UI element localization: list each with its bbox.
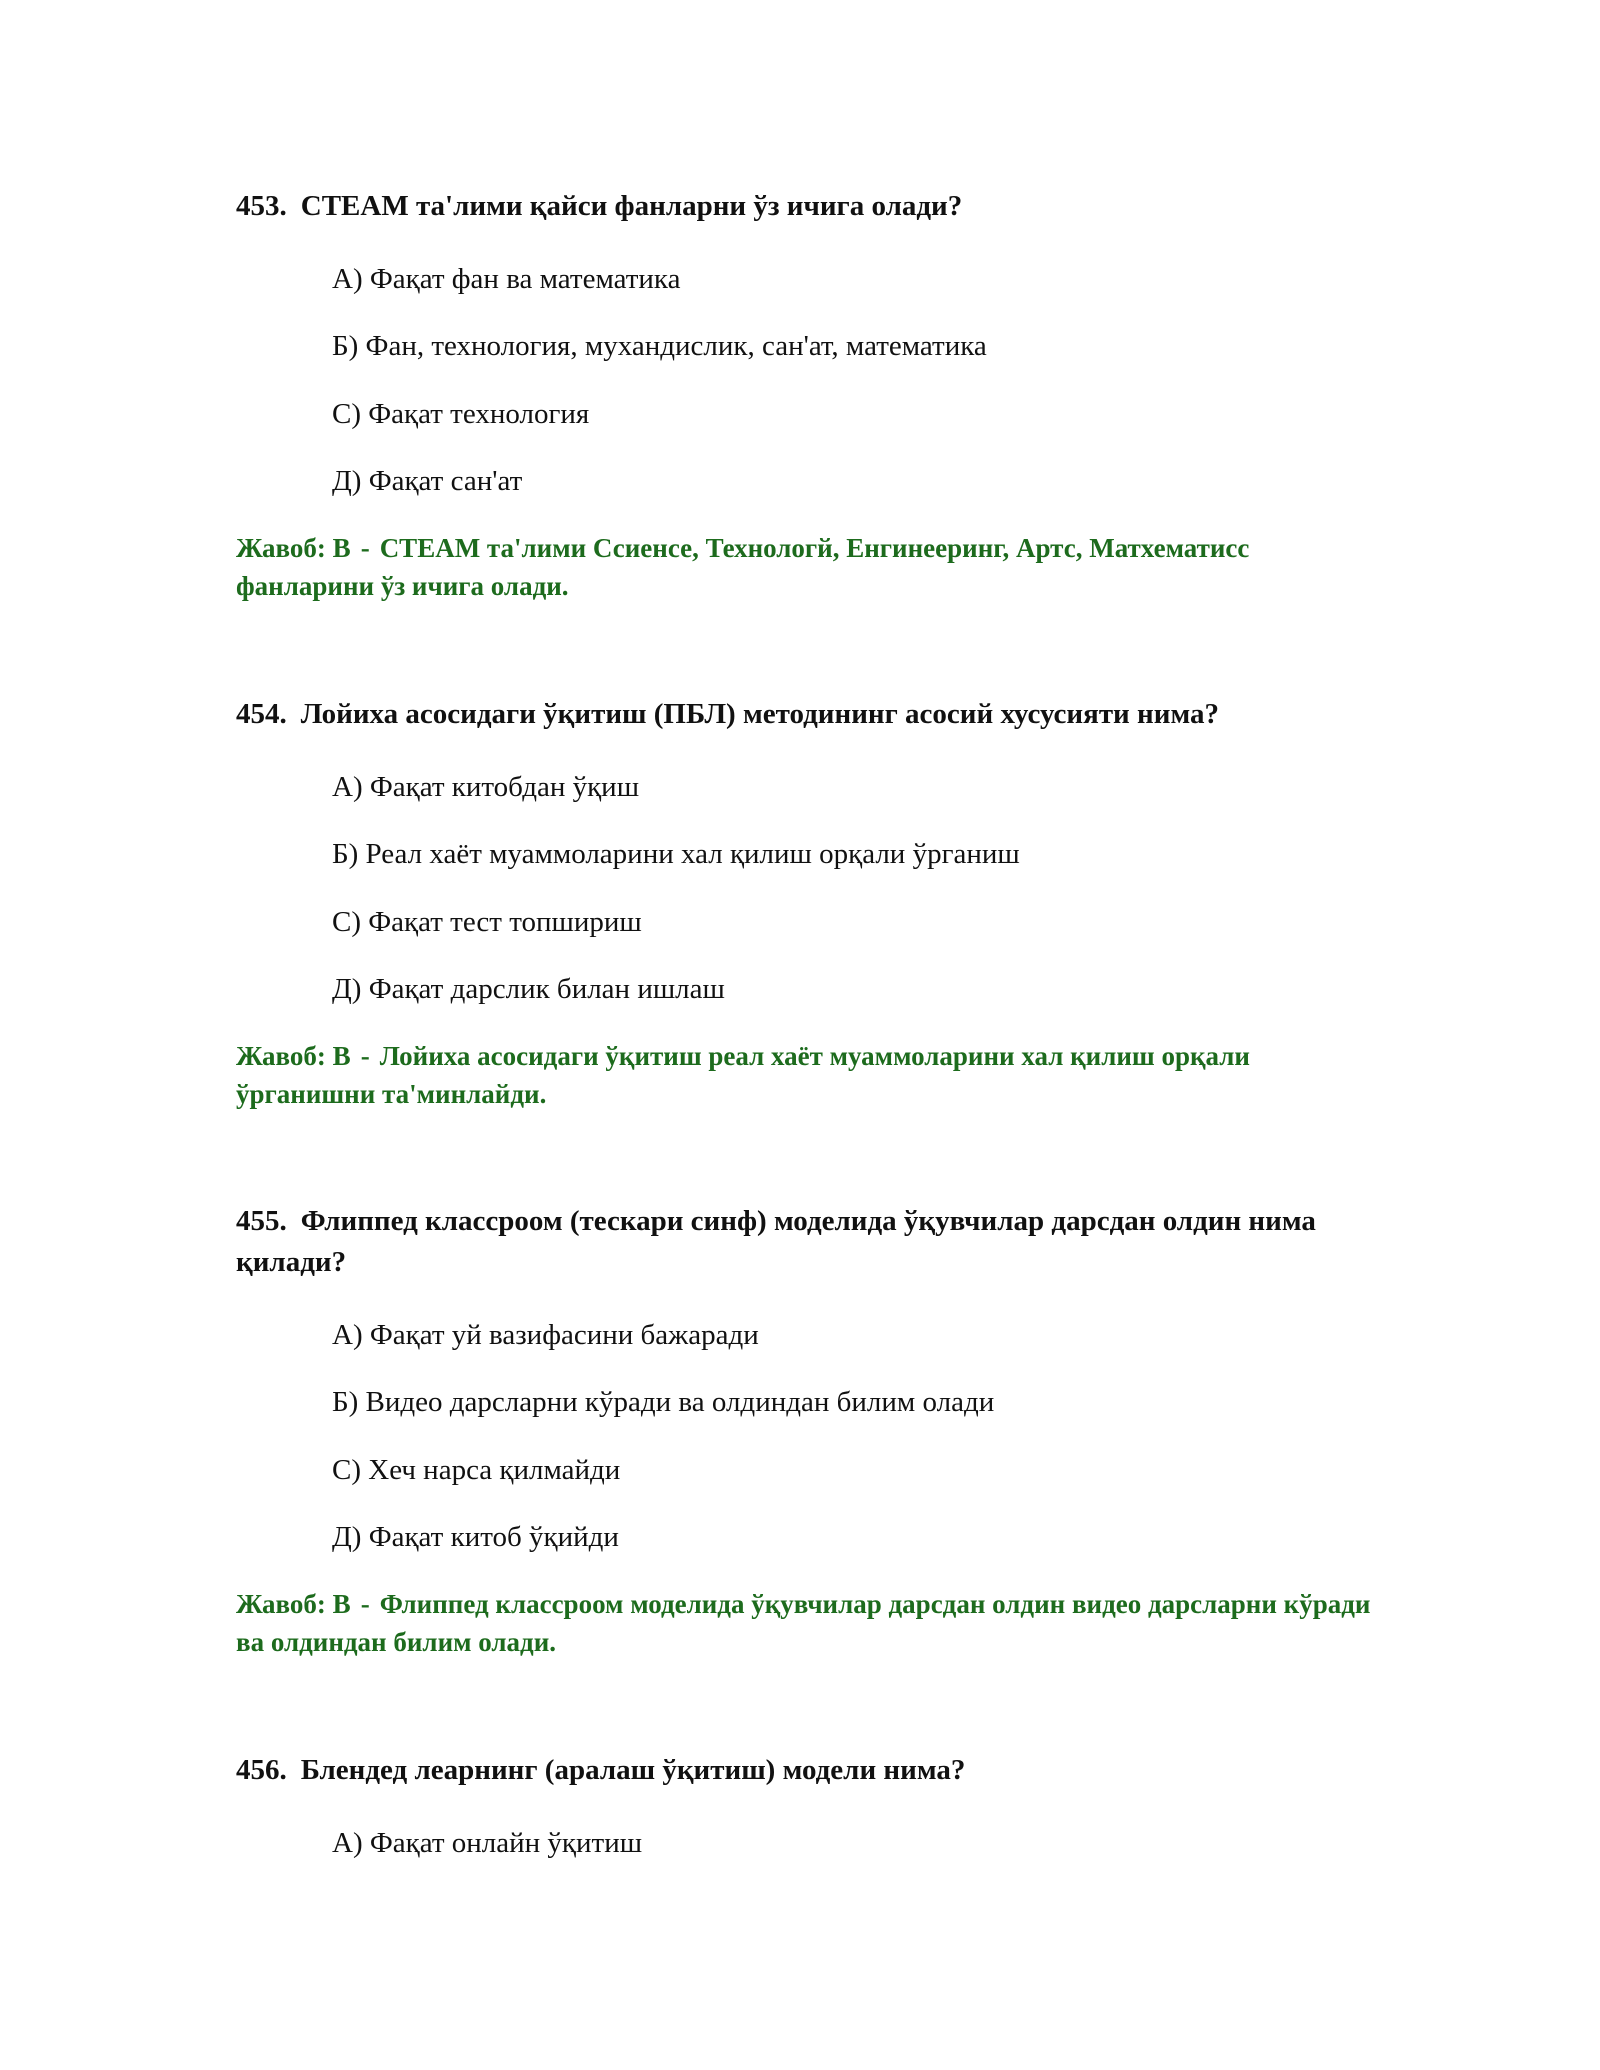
question-456	[236, 1750, 1376, 1877]
question-title	[236, 694, 1376, 735]
option-a: А) Фақат онлайн ўқитиш	[332, 1826, 643, 1859]
answer-text: Флиппед классроом моделида ўқувчилар дарсдан олдин видео дарсларни кўради ва олдиндан билим олади.	[236, 1589, 1371, 1657]
option-c: С) Фақат технология	[332, 397, 590, 430]
option-a: А) Фақат китобдан ўқиш	[332, 770, 640, 803]
answer-letter: B	[332, 1041, 351, 1071]
answer-text: Лойиха асосидаги ўқитиш реал хаёт муаммоларини хал қилиш орқали ўрганишни та'минлайди.	[236, 1041, 1250, 1109]
question-number: 455.	[236, 1205, 287, 1237]
answer-dash: -	[360, 533, 370, 563]
option-a: А) Фақат фан ва математика	[332, 262, 681, 295]
option-d: Д) Фақат дарслик билан ишлаш	[332, 973, 725, 1006]
option-b: Б) Видео дарсларни кўради ва олдиндан билим олади	[332, 1386, 995, 1419]
option-d: Д) Фақат китоб ўқийди	[332, 1521, 619, 1554]
question-text: СТЕАМ та'лими қайси фанларни ўз ичига олади?	[300, 190, 963, 222]
question-title	[236, 1750, 1376, 1791]
answer-letter: B	[332, 1589, 351, 1619]
answer-text: СТЕАМ та'лими Ссиенсе, Технологй, Енгинееринг, Артс, Матхематисс фанларини ўз ичига олади.	[236, 533, 1250, 601]
answer-dash: -	[360, 1041, 370, 1071]
answer	[236, 1585, 1376, 1661]
answer-label: Жавоб:	[236, 1041, 326, 1071]
question-number: 456.	[236, 1754, 287, 1786]
answer-label: Жавоб:	[236, 533, 326, 563]
answer-dash: -	[360, 1589, 370, 1619]
question-453	[236, 186, 1376, 605]
question-title	[236, 1201, 1376, 1283]
options-list	[236, 1301, 1376, 1571]
question-454	[236, 694, 1376, 1113]
option-b: Б) Фан, технология, мухандислик, сан'ат, математика	[332, 330, 987, 363]
answer	[236, 1037, 1376, 1113]
question-number: 454.	[236, 698, 287, 730]
question-text: Блендед леарнинг (аралаш ўқитиш) модели нима?	[300, 1754, 966, 1786]
options-list	[236, 1809, 1376, 1877]
question-text: Флиппед классроом (тескари синф) моделида ўқувчилар дарсдан олдин нима қилади?	[236, 1205, 1316, 1278]
answer-letter: B	[332, 533, 351, 563]
option-b: Б) Реал хаёт муаммоларини хал қилиш орқали ўрганиш	[332, 838, 1020, 871]
answer	[236, 529, 1376, 605]
question-title	[236, 186, 1376, 227]
options-list	[236, 753, 1376, 1023]
option-d: Д) Фақат сан'ат	[332, 465, 523, 498]
answer-label: Жавоб:	[236, 1589, 326, 1619]
question-text: Лойиха асосидаги ўқитиш (ПБЛ) методининг асосий хусусияти нима?	[300, 698, 1219, 730]
option-c: С) Хеч нарса қилмайди	[332, 1453, 621, 1486]
option-c: С) Фақат тест топшириш	[332, 905, 642, 938]
option-a: А) Фақат уй вазифасини бажаради	[332, 1318, 759, 1351]
question-455	[236, 1201, 1376, 1661]
question-number: 453.	[236, 190, 287, 222]
options-list	[236, 245, 1376, 515]
